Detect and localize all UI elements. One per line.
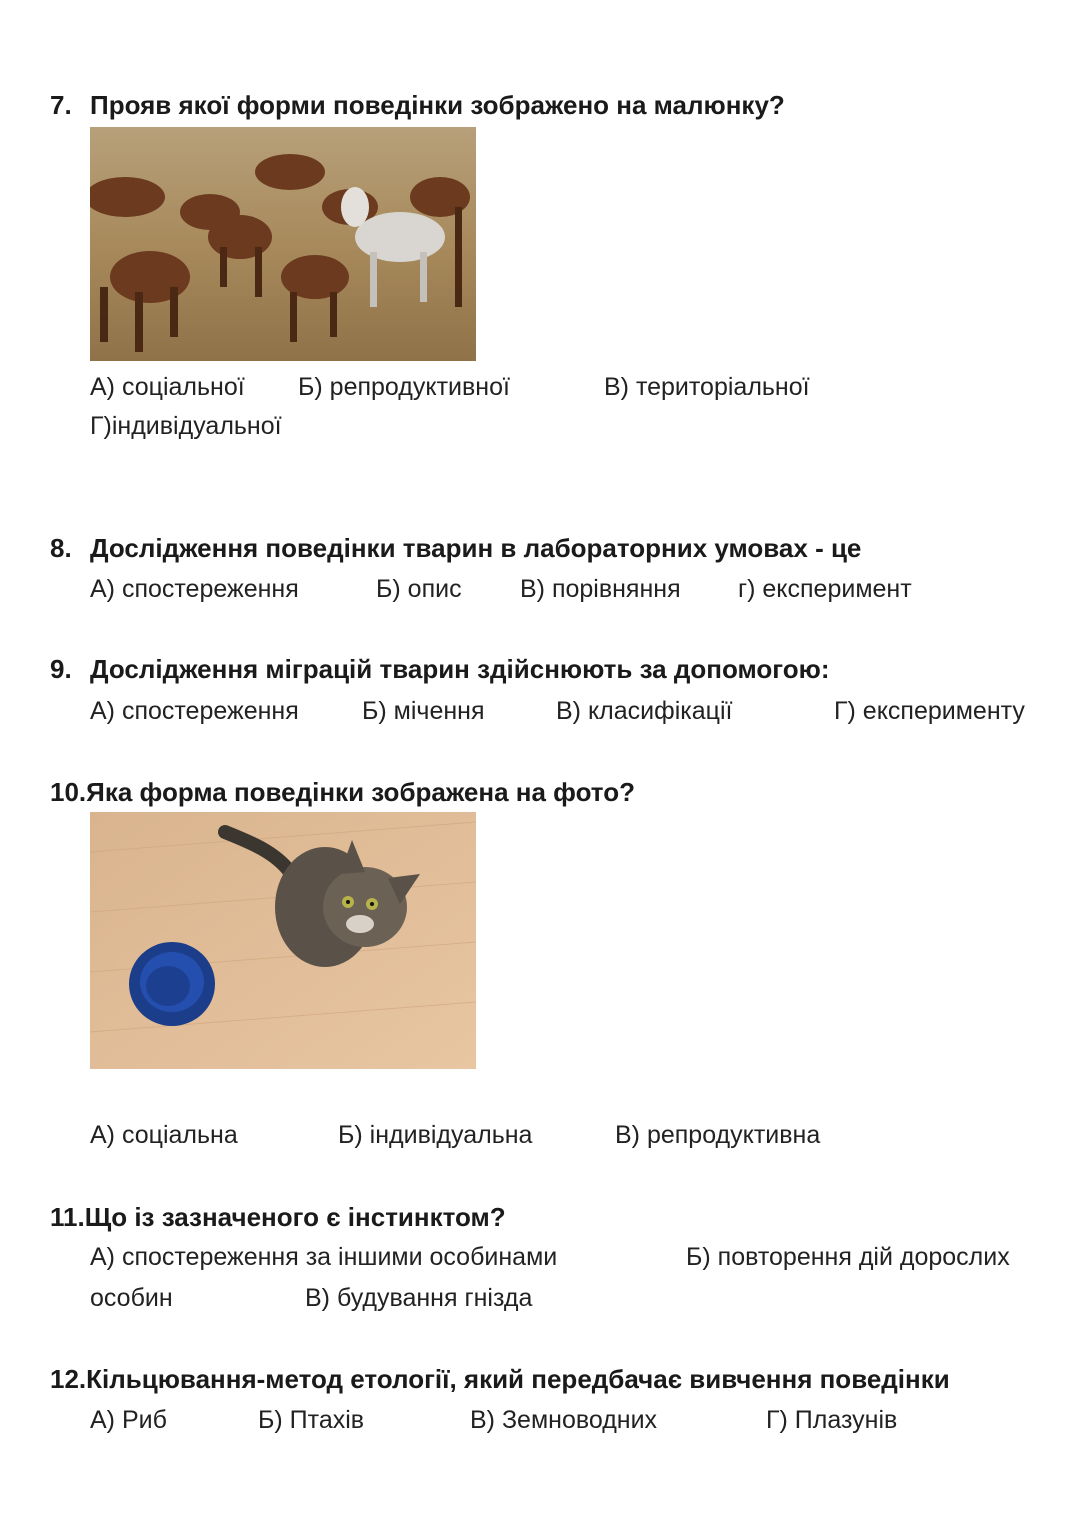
q10-option-b: Б) індивідуальна [338, 1121, 533, 1149]
q12-option-a: А) Риб [90, 1406, 167, 1434]
q12-option-c: В) Земноводних [470, 1406, 658, 1434]
question-12-title: 12.Кільцювання-метод етології, який передбачає вивчення поведінки [50, 1364, 950, 1394]
q8-option-b: Б) опис [376, 575, 462, 603]
cat-with-bowl-photo [90, 812, 476, 1069]
q11-option-a: А) спостереження за іншими особинами [90, 1243, 558, 1271]
q11-option-b: Б) повторення дій дорослих [686, 1243, 1010, 1271]
q9-option-b: Б) мічення [362, 697, 485, 725]
q7-option-b: Б) репродуктивної [298, 373, 510, 401]
q8-option-a: А) спостереження [90, 575, 299, 603]
q8-option-c: В) порівняння [520, 575, 681, 603]
q7-option-a: А) соціальної [90, 373, 245, 401]
q12-option-d: Г) Плазунів [766, 1406, 898, 1434]
q12-option-b: Б) Птахів [258, 1406, 365, 1434]
q9-option-d: Г) експерименту [834, 697, 1025, 725]
question-7-title: 7. Прояв якої форми поведінки зображено на малюнку? [50, 90, 785, 120]
question-11-title: 11.Що із зазначеного є інстинктом? [50, 1202, 506, 1232]
q8-option-d: г) експеримент [738, 575, 912, 603]
question-8-title: 8. Дослідження поведінки тварин в лабораторних умовах - це [50, 533, 862, 563]
q7-option-d: Г)індивідуальної [90, 412, 282, 440]
q10-option-c: В) репродуктивна [615, 1121, 821, 1149]
q7-option-c: В) територіальної [604, 373, 810, 401]
q11-option-c: В) будування гнізда [305, 1284, 533, 1312]
q11-option-b-continued: особин [90, 1284, 173, 1312]
question-10-title: 10.Яка форма поведінки зображена на фото? [50, 777, 635, 807]
q10-option-a: А) соціальна [90, 1121, 238, 1149]
question-9-title: 9. Дослідження міграцій тварин здійснюють за допомогою: [50, 654, 830, 684]
q9-option-c: В) класифікації [556, 697, 733, 725]
q9-option-a: А) спостереження [90, 697, 299, 725]
horses-running-photo [90, 127, 476, 361]
